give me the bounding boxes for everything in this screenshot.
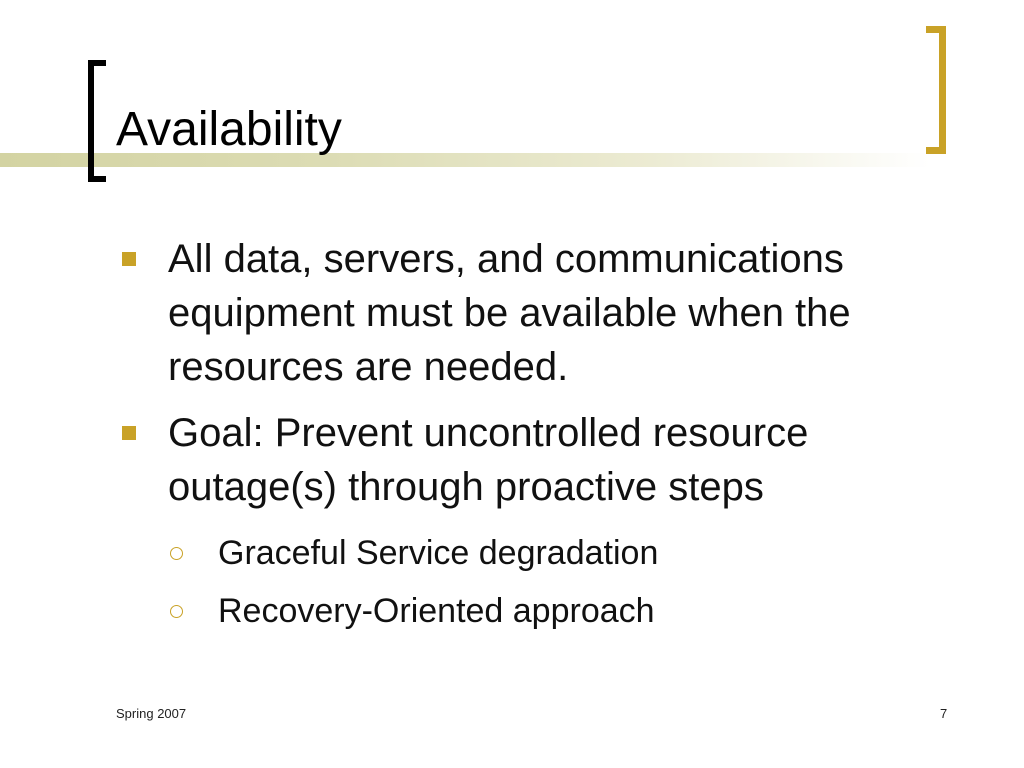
bullet-item bbox=[118, 232, 978, 394]
left-bracket-decoration bbox=[88, 60, 106, 182]
bullet-text: Goal: Prevent uncontrolled resource outage(s) through proactive steps bbox=[168, 411, 809, 509]
sub-bullet-text: Graceful Service degradation bbox=[218, 534, 659, 572]
page-number: 7 bbox=[940, 706, 948, 721]
slide-title: Availability bbox=[116, 103, 342, 156]
footer-date: Spring 2007 bbox=[116, 706, 187, 721]
square-bullet-icon bbox=[122, 426, 136, 440]
circle-bullet-icon bbox=[170, 605, 183, 618]
sub-bullet-text: Recovery-Oriented approach bbox=[218, 592, 655, 630]
sub-bullet-item bbox=[118, 584, 978, 638]
sub-bullet-item bbox=[118, 526, 978, 580]
circle-bullet-icon bbox=[170, 547, 183, 560]
right-bracket-decoration bbox=[926, 26, 946, 154]
bullet-text: All data, servers, and communications equipment must be available when the resources are needed. bbox=[168, 237, 851, 389]
bullet-item bbox=[118, 406, 978, 514]
slide-content bbox=[118, 232, 978, 638]
square-bullet-icon bbox=[122, 252, 136, 266]
